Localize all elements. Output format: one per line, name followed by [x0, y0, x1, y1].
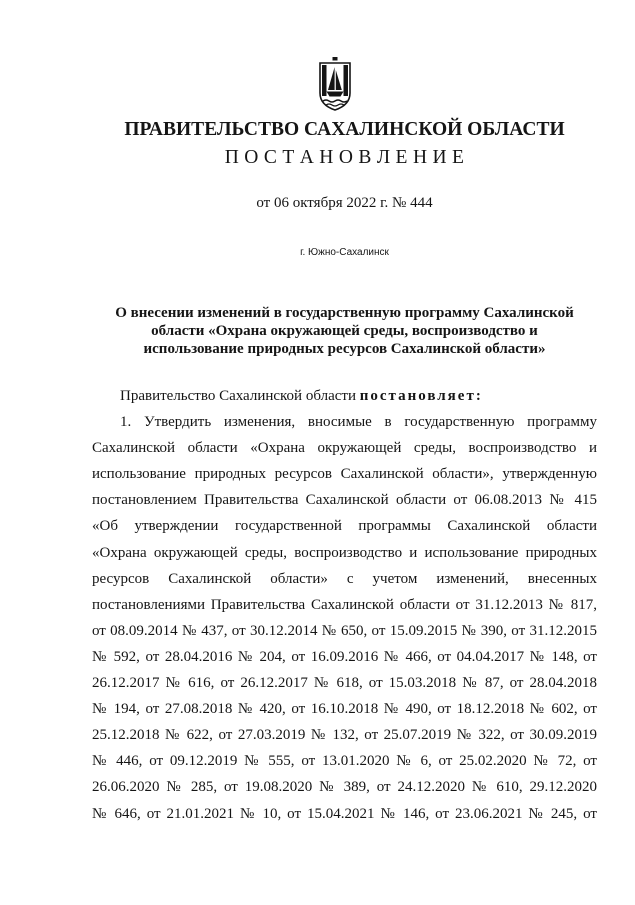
body-line: использование природных ресурсов Сахалинской области», утвержденную — [92, 466, 597, 483]
body-line: от 08.09.2014 № 437, от 30.12.2014 № 650, от 15.09.2015 № 390, от 31.12.2015 — [92, 622, 597, 639]
title-line: О внесении изменений в государственную программу Сахалинской — [115, 305, 574, 321]
document-type: П О С Т А Н О В Л Е Н И Е — [224, 147, 465, 168]
body-line: постановлениями Правительства Сахалинской области от 31.12.2013 № 817, — [92, 596, 597, 613]
document-city: г. Южно-Сахалинск — [300, 247, 389, 258]
body-line: 25.12.2018 № 622, от 27.03.2019 № 132, от 25.07.2019 № 322, от 30.09.2019 — [92, 727, 597, 744]
document-body — [92, 383, 597, 827]
document-title — [92, 304, 597, 358]
body-line: № 446, от 09.12.2019 № 555, от 13.01.2020 № 6, от 25.02.2020 № 72, от — [92, 753, 597, 770]
intro-emphasis: постановляет: — [359, 388, 483, 404]
body-line: Сахалинской области «Охрана окружающей среды, воспроизводство и — [92, 440, 597, 457]
coat-of-arms-icon — [317, 57, 353, 112]
title-line: использование природных ресурсов Сахалинской области» — [143, 341, 546, 357]
body-line: постановлением Правительства Сахалинской области от 06.08.2013 № 415 — [92, 492, 597, 509]
organization-name: ПРАВИТЕЛЬСТВО САХАЛИНСКОЙ ОБЛАСТИ — [124, 119, 565, 140]
body-line: «Об утверждении государственной программы Сахалинской области — [92, 518, 597, 535]
intro-paragraph — [92, 383, 597, 409]
body-line: «Охрана окружающей среды, воспроизводство и использование природных — [92, 544, 597, 561]
intro-text: Правительство Сахалинской области — [120, 388, 356, 404]
body-line: № 646, от 21.01.2021 № 10, от 15.04.2021 № 146, от 23.06.2021 № 245, от — [92, 805, 597, 822]
body-line: 26.06.2020 № 285, от 19.08.2020 № 389, от 24.12.2020 № 610, 29.12.2020 — [92, 779, 597, 796]
body-line: № 194, от 27.08.2018 № 420, от 16.10.2018 № 490, от 18.12.2018 № 602, от — [92, 701, 597, 718]
document-date-number: от 06 октября 2022 г. № 444 — [256, 195, 433, 211]
title-line: области «Охрана окружающей среды, воспроизводство и — [151, 323, 538, 339]
body-line: № 592, от 28.04.2016 № 204, от 16.09.2016 № 466, от 04.04.2017 № 148, от — [92, 648, 597, 665]
body-line: 1. Утвердить изменения, вносимые в государственную программу — [120, 414, 597, 431]
body-line: 26.12.2017 № 616, от 26.12.2017 № 618, от 15.03.2018 № 87, от 28.04.2018 — [92, 675, 597, 692]
coat-of-arms-svg — [317, 57, 353, 112]
body-line: ресурсов Сахалинской области» с учетом изменений, внесенных — [92, 570, 597, 587]
